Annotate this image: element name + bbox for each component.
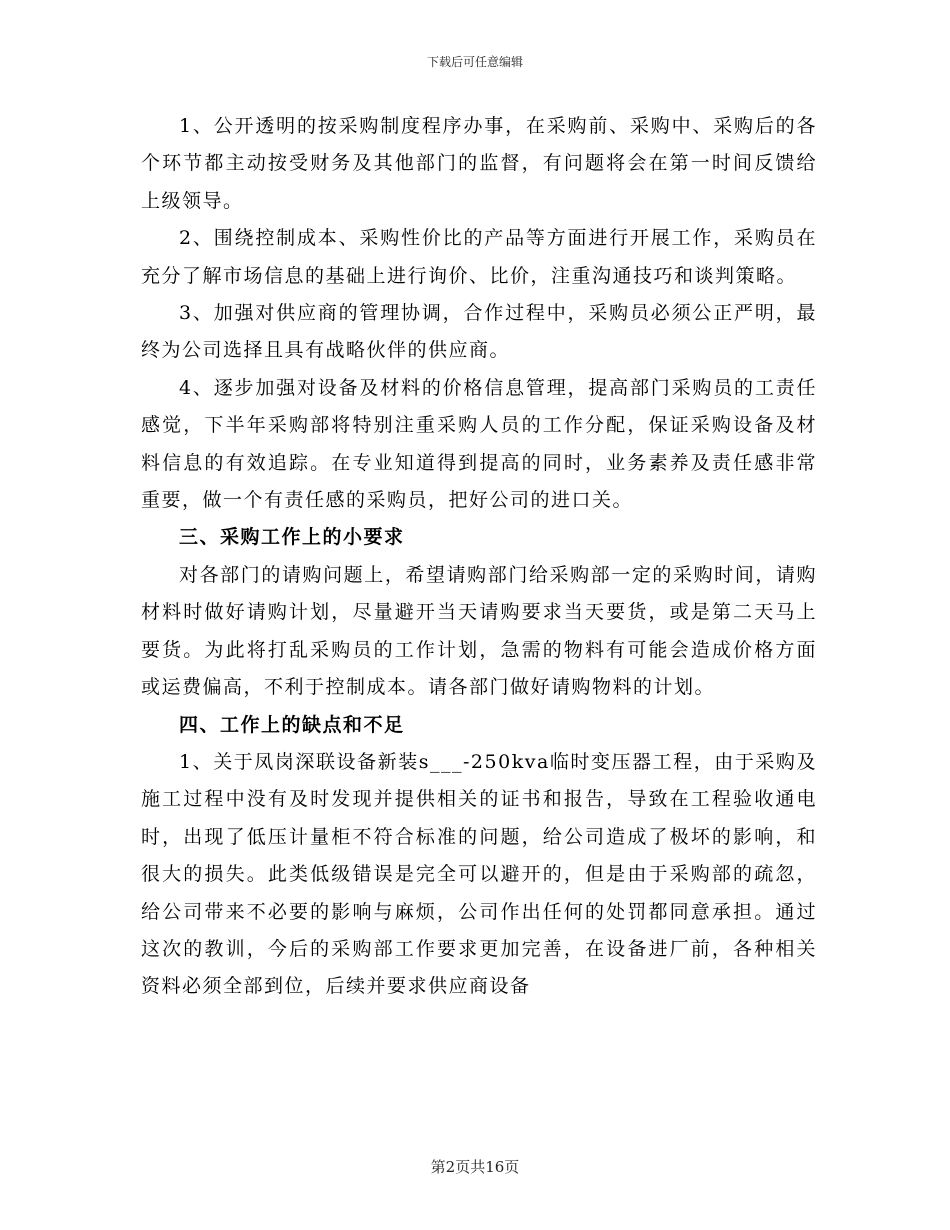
document-body (141, 108, 817, 1006)
paragraph-2: 2、围绕控制成本、采购性价比的产品等方面进行开展工作，采购员在充分了解市场信息的基础上进行询价、比价，注重沟通技巧和谈判策略。 (141, 227, 817, 287)
paragraph-1: 1、公开透明的按采购制度程序办事，在采购前、采购中、采购后的各个环节都主动按受财务及其他部门的监督，有问题将会在第一时间反馈给上级领导。 (141, 115, 817, 212)
section-heading-4: 四、工作上的缺点和不足 (179, 713, 405, 736)
section-heading-3: 三、采购工作上的小要求 (179, 526, 405, 549)
paragraph-3: 3、加强对供应商的管理协调，合作过程中，采购员必须公正严明，最终为公司选择且具有战略伙伴的供应商。 (141, 302, 817, 362)
page-footer: 第2页共16页 (430, 1158, 520, 1176)
paragraph-5: 对各部门的请购问题上，希望请购部门给采购部一定的采购时间，请购材料时做好请购计划，尽量避开当天请购要求当天要货，或是第二天马上要货。为此将打乱采购员的工作计划，急需的物料有可能会造成价格方面或运费偏高，不利于控制成本。请各部门做好请购物料的计划。 (141, 563, 817, 699)
paragraph-6: 1、关于凤岗深联设备新装s___-250kva临时变压器工程，由于采购及施工过程中没有及时发现并提供相关的证书和报告，导致在工程验收通电时，出现了低压计量柜不符合标准的问题，给公司造成了极坏的影响，和很大的损失。此类低级错误是完全可以避开的，但是由于采购部的疏忽，给公司带来不必要的影响与麻烦，公司作出任何的处罚都同意承担。通过这次的教训，今后的采购部工作要求更加完善，在设备进厂前，各种相关资料必须全部到位，后续并要求供应商设备 (141, 750, 817, 998)
page-header: 下载后可任意编辑 (426, 55, 523, 69)
paragraph-4: 4、逐步加强对设备及材料的价格信息管理，提高部门采购员的工责任感觉，下半年采购部将特别注重采购人员的工作分配，保证采购设备及材料信息的有效追踪。在专业知道得到提高的同时，业务素养及责任感非常重要，做一个有责任感的采购员，把好公司的进口关。 (141, 376, 817, 512)
